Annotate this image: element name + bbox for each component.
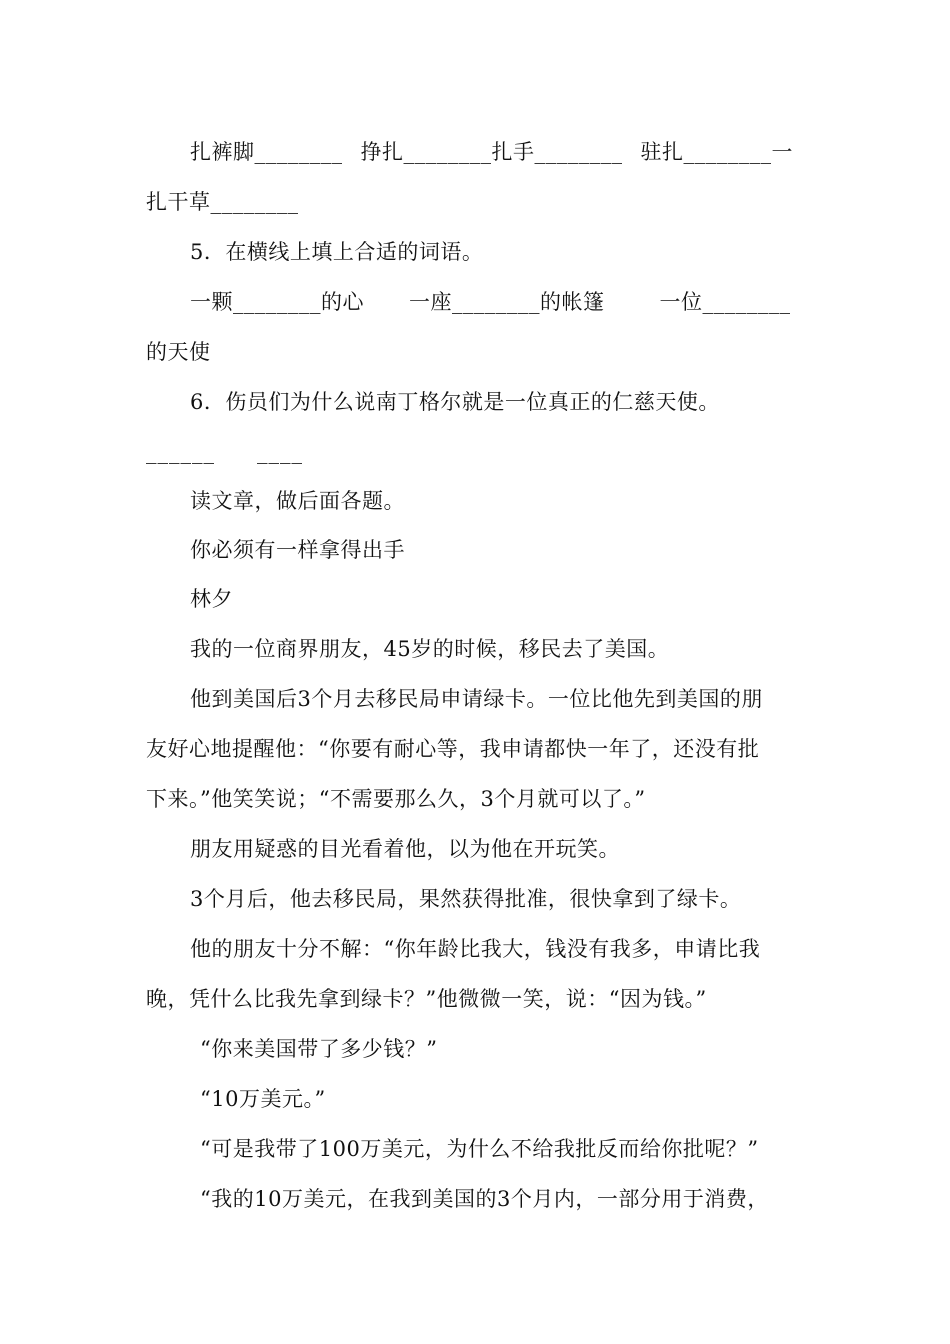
exercise-5-phrase-3: 一位________	[659, 290, 791, 314]
exercise-6-question: 6．伤员们为什么说南丁格尔就是一位真正的仁慈天使。	[190, 390, 720, 414]
exercise-5-continuation: 的天使	[146, 340, 211, 364]
exercise-4-item-3: 驻扎________一	[640, 140, 793, 164]
article-paragraph-continuation: 晚，凭什么比我先拿到绿卡？”他微微一笑，说：“因为钱。”	[146, 987, 707, 1011]
exercise-5-question: 5．在横线上填上合适的词语。	[190, 240, 484, 264]
dialogue-line: “可是我带了100万美元，为什么不给我批反而给你批呢？”	[200, 1137, 759, 1161]
exercise-4-item-1: 扎裤脚________	[190, 140, 343, 164]
article-title: 你必须有一样拿得出手	[190, 538, 405, 562]
article-paragraph: 我的一位商界朋友，45岁的时候，移民去了美国。	[190, 637, 670, 661]
dialogue-line: “你来美国带了多少钱？”	[200, 1037, 438, 1061]
article-paragraph: 朋友用疑惑的目光看着他，以为他在开玩笑。	[190, 837, 620, 861]
article-paragraph: 他的朋友十分不解：“你年龄比我大，钱没有我多，申请比我	[190, 937, 761, 961]
exercise-4-item-2: 挣扎________扎手________	[360, 140, 623, 164]
answer-blank-2: ____	[257, 440, 303, 464]
dialogue-line: “10万美元。”	[200, 1087, 326, 1111]
article-author: 林夕	[190, 587, 233, 611]
exercise-4-line	[190, 137, 816, 167]
exercise-5-phrase-2: 一座________的帐篷	[409, 290, 605, 314]
answer-blank-1: ______	[146, 440, 215, 464]
article-paragraph-continuation: 友好心地提醒他：“你要有耐心等，我申请都快一年了，还没有批	[146, 737, 760, 761]
exercise-4-continuation: 扎干草________	[146, 190, 299, 214]
reading-instruction: 读文章，做后面各题。	[190, 489, 405, 513]
article-paragraph: 他到美国后3个月去移民局申请绿卡。一位比他先到美国的朋	[190, 687, 763, 711]
exercise-6-answer-blanks	[146, 437, 816, 467]
exercise-5-phrases	[190, 287, 816, 317]
dialogue-line: “我的10万美元，在我到美国的3个月内，一部分用于消费，	[200, 1187, 769, 1211]
article-paragraph-continuation: 下来。”他笑笑说；“不需要那么久，3个月就可以了。”	[146, 787, 646, 811]
exercise-5-phrase-1: 一颗________的心	[190, 290, 364, 314]
article-paragraph: 3个月后，他去移民局，果然获得批准，很快拿到了绿卡。	[190, 887, 742, 911]
